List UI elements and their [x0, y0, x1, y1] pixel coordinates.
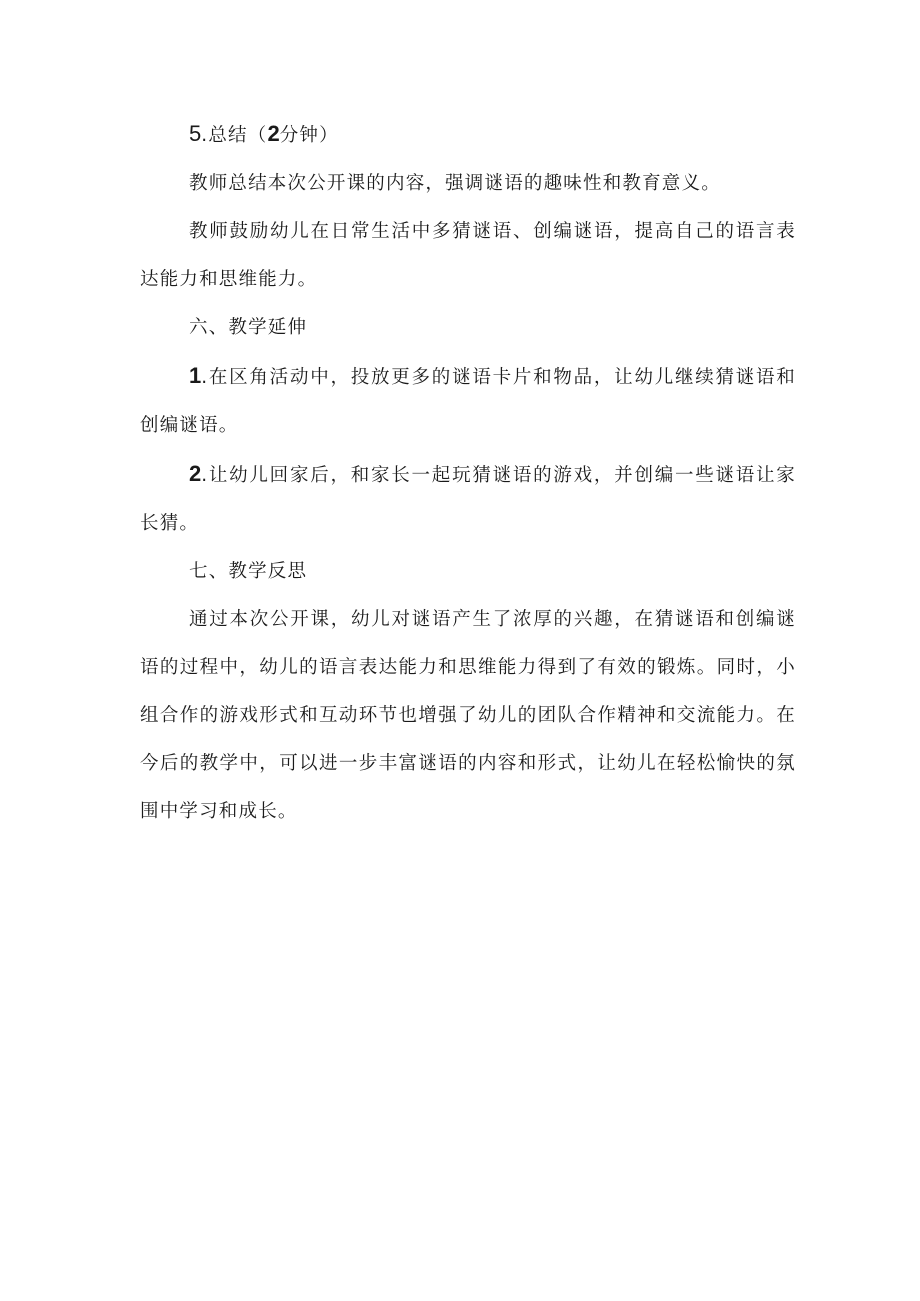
document-body: [140, 110, 796, 836]
extension-item-1-text: .在区角活动中，投放更多的谜语卡片和物品，让幼儿继续猜谜语和创编谜语。: [140, 367, 796, 436]
summary-heading-duration-unit: 分钟）: [279, 125, 339, 146]
summary-paragraph-1: 教师总结本次公开课的内容，强调谜语的趣味性和教育意义。: [189, 173, 721, 194]
extension-item-2-text: .让幼儿回家后，和家长一起玩猜谜语的游戏，并创编一些谜语让家长猜。: [140, 465, 796, 534]
reflection-paragraph: 通过本次公开课，幼儿对谜语产生了浓厚的兴趣，在猜谜语和创编谜语的过程中，幼儿的语言表达能力和思维能力得到了有效的锻炼。同时，小组合作的游戏形式和互动环节也增强了幼儿的团队合作精神和交流能力。在今后的教学中，可以进一步丰富谜语的内容和形式，让幼儿在轻松愉快的氛围中学习和成长。: [140, 609, 796, 822]
summary-heading-title: .总结（: [201, 125, 268, 146]
reflection-heading: 七、教学反思: [189, 561, 308, 582]
summary-heading-number: 5: [189, 121, 202, 146]
summary-heading-duration-number: 2: [267, 121, 280, 146]
extension-item-2-number: 2: [189, 461, 202, 486]
extension-item-1-number: 1: [189, 363, 202, 388]
summary-heading: [140, 110, 796, 160]
extension-item-1: [140, 352, 796, 450]
extension-item-2: [140, 450, 796, 548]
summary-paragraph-2: 教师鼓励幼儿在日常生活中多猜谜语、创编谜语，提高自己的语言表达能力和思维能力。: [140, 221, 796, 290]
extension-heading: 六、教学延伸: [189, 317, 308, 338]
